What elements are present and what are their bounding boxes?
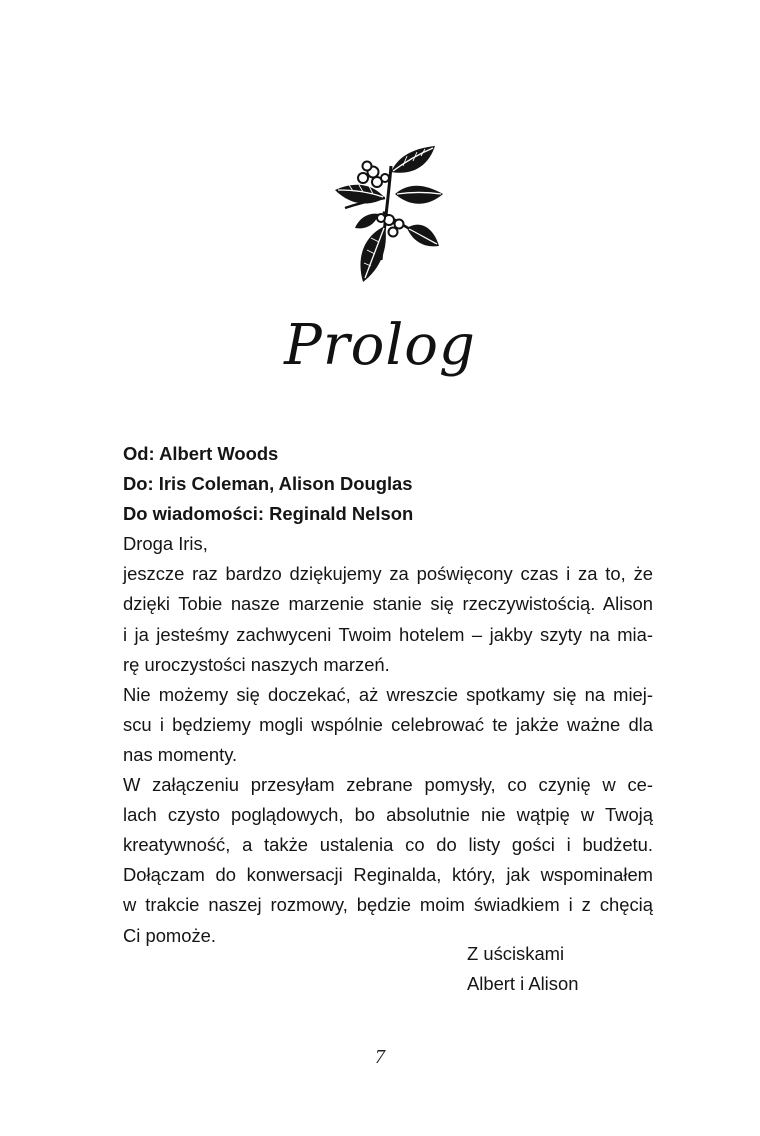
text-line: lach czysto poglądowych, bo absolutnie nie wątpię w Twoją [123, 804, 653, 826]
text-line: dzięki Tobie nasze marzenie stanie się rzeczywistością. Alison [123, 593, 653, 615]
leaf-sprig-ornament-icon [333, 142, 445, 284]
text-line: Dołączam do konwersacji Reginalda, który, jak wspominałem [123, 864, 653, 886]
email-body [123, 439, 653, 951]
text-line: scu i będziemy mogli wspólnie celebrować te jakże ważne dla [123, 713, 653, 735]
text-line: nas momenty. [123, 743, 238, 765]
greeting-line: Droga Iris, [123, 533, 208, 555]
signature-line: Albert i Alison [467, 973, 579, 994]
text-line: i ja jesteśmy zachwyceni Twoim hotelem – jakby szyty na mia- [123, 623, 653, 645]
closing-line: Z uściskami [467, 943, 565, 964]
page-number: 7 [375, 1046, 385, 1068]
text-line: W załączeniu przesyłam zebrane pomysły, co czynię w ce- [123, 774, 653, 796]
text-line: Nie możemy się doczekać, aż wreszcie spotkamy się na miej- [123, 683, 653, 705]
text-line: rę uroczystości naszych marzeń. [123, 653, 390, 675]
text-line: jeszcze raz bardzo dziękujemy za poświęcony czas i za to, że [123, 563, 653, 585]
email-to: Do: Iris Coleman, Alison Douglas [123, 473, 413, 495]
email-cc: Do wiadomości: Reginald Nelson [123, 503, 414, 525]
email-from: Od: Albert Woods [123, 443, 279, 464]
text-line: w trakcie naszej rozmowy, będzie moim świadkiem i z chęcią [123, 894, 653, 916]
text-line: kreatywność, a także ustalenia co do listy gości i budżetu. [123, 834, 653, 856]
text-line: Ci pomoże. [123, 924, 217, 946]
chapter-title: Prolog [284, 313, 476, 378]
email-signature-block [467, 939, 578, 999]
